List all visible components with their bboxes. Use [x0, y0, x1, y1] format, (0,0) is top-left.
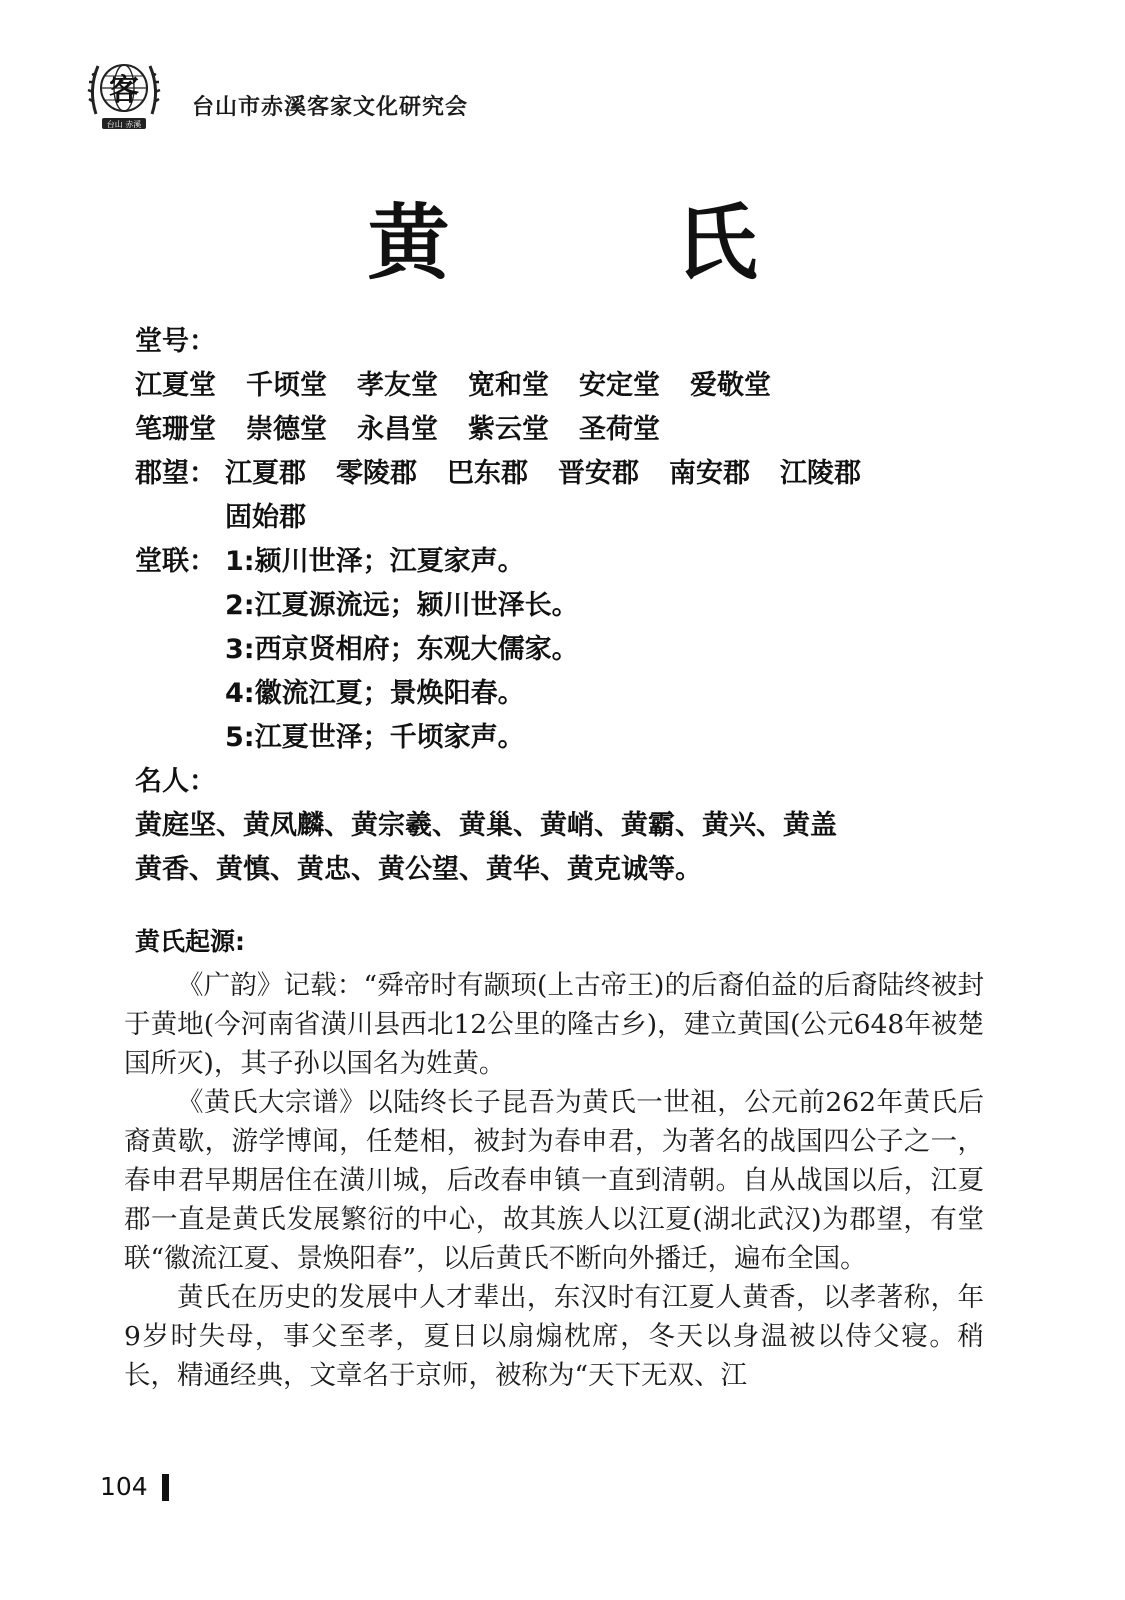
couplet-line-5: 5:江夏世泽；千顷家声。	[225, 722, 525, 753]
commandery: 江夏郡	[225, 458, 306, 489]
couplet-line-4: 4:徽流江夏；景焕阳春。	[225, 678, 525, 709]
commandery: 巴东郡	[447, 458, 528, 489]
origin-paragraph-2: 《黄氏大宗谱》以陆终长子昆吾为黄氏一世祖，公元前262年黄氏后裔黄歇，游学博闻，任楚相，被封为春申君，为著名的战国四公子之一，春申君早期居住在潢川城，后改春申镇一直到清朝。自从战国以后，江夏郡一直是黄氏发展繁衍的中心，故其族人以江夏(湖北武汉)为郡望，有堂联“徽流江夏、景焕阳春”，以后黄氏不断向外播迁，遍布全国。	[124, 1087, 984, 1274]
couplet-line-1	[135, 540, 1025, 584]
hall-name: 圣荷堂	[579, 414, 660, 445]
commandery: 固始郡	[225, 502, 306, 533]
hall-name: 安定堂	[579, 370, 660, 401]
origin-body	[124, 966, 984, 1395]
hall-names-row-1	[135, 364, 1025, 408]
hall-name: 爱敬堂	[690, 370, 771, 401]
couplet-line-3: 3:西京贤相府；东观大儒家。	[225, 634, 579, 665]
organization-logo-icon	[86, 54, 162, 134]
commandery: 晋安郡	[558, 458, 639, 489]
commandery: 南安郡	[669, 458, 750, 489]
logo-text: 台山 赤溪	[106, 120, 142, 129]
page-title: 黄 氏	[367, 195, 830, 291]
commanderies-label: 郡望：	[135, 458, 216, 489]
commanderies-row-2	[135, 496, 1025, 540]
hall-name: 紫云堂	[468, 414, 549, 445]
hall-names-row-2	[135, 408, 1025, 452]
origin-paragraph-1: 《广韵》记载：“舜帝时有颛顼(上古帝王)的后裔伯益的后裔陆终被封于黄地(今河南省潢川县西北12公里的隆古乡)，建立黄国(公元648年被楚国所灭)，其子孙以国名为姓黄。	[124, 970, 984, 1079]
couplet-text: 1:颍川世泽；江夏家声。	[225, 546, 525, 577]
origin-heading: 黄氏起源:	[135, 927, 245, 956]
celebrities-line-1: 黄庭坚、黄凤麟、黄宗羲、黄巢、黄峭、黄霸、黄兴、黄盖	[135, 810, 837, 841]
hall-name: 江夏堂	[135, 370, 216, 401]
commandery: 江陵郡	[780, 458, 861, 489]
commanderies-row-1	[135, 452, 1025, 496]
couplet-line-2: 2:江夏源流远；颍川世泽长。	[225, 590, 579, 621]
organization-name: 台山市赤溪客家文化研究会	[192, 94, 469, 120]
hall-name: 笔珊堂	[135, 414, 216, 445]
hall-names-section	[135, 320, 1025, 892]
hall-name: 崇德堂	[246, 414, 327, 445]
hall-name: 孝友堂	[357, 370, 438, 401]
page-number: 104	[100, 1472, 148, 1501]
hall-name: 千顷堂	[246, 370, 327, 401]
svg-text:客: 客	[109, 73, 139, 108]
origin-paragraph-3: 黄氏在历史的发展中人才辈出，东汉时有江夏人黄香，以孝著称，年9岁时失母，事父至孝，夏日以扇煽枕席，冬天以身温被以侍父寝。稍长，精通经典，文章名于京师，被称为“天下无双、江	[124, 1282, 984, 1391]
commandery: 零陵郡	[336, 458, 417, 489]
couplets-label: 堂联：	[135, 546, 216, 577]
page-number-bar	[162, 1474, 169, 1501]
celebrities-line-2: 黄香、黄慎、黄忠、黄公望、黄华、黄克诚等。	[135, 854, 702, 885]
hall-names-label: 堂号：	[135, 326, 216, 357]
celebrities-label: 名人：	[135, 766, 216, 797]
hall-name: 永昌堂	[357, 414, 438, 445]
hall-name: 宽和堂	[468, 370, 549, 401]
